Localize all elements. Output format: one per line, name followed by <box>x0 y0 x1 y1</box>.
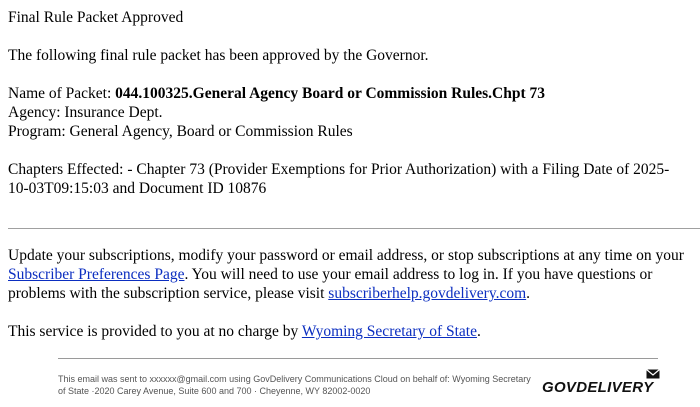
wyoming-sos-link[interactable]: Wyoming Secretary of State <box>301 323 477 340</box>
program-line: Program: General Agency, Board or Commission Rules <box>8 123 353 140</box>
service-text: This service is provided to you at no charge by <box>8 323 302 340</box>
footer-divider <box>58 358 658 359</box>
govdelivery-logo <box>542 368 662 400</box>
agency-line: Agency: Insurance Dept. <box>8 104 163 121</box>
email-body <box>8 8 700 198</box>
packet-label: Name of Packet: <box>8 85 116 102</box>
subscription-text-start: Update your subscriptions, modify your password or email address, or stop subscriptions at any time on your <box>8 247 684 264</box>
subscription-text-end: . <box>526 285 531 302</box>
chapters-line-1: Chapters Effected: - Chapter 73 (Provider Exemptions for Prior Authorization) with a Filing Date of 2025- <box>8 161 670 178</box>
chapters-line-2: 10-03T09:15:03 and Document ID 10876 <box>8 180 267 197</box>
subscription-text-rest <box>8 266 652 302</box>
intro-text: The following final rule packet has been approved by the Governor. <box>8 47 429 64</box>
envelope-icon <box>646 368 660 380</box>
service-paragraph <box>8 322 700 341</box>
packet-name: 044.100325.General Agency Board or Commission Rules.Chpt 73 <box>115 85 546 102</box>
footer-text: This email was sent to xxxxxx@gmail.com using GovDelivery Communications Cloud on behalf of: Wyoming Secretary of State ·2020 Carey Avenue, Suite 600 and 700 · Cheyenne, WY 82002-0020 <box>58 374 531 396</box>
subscription-paragraph <box>8 246 700 303</box>
section-divider <box>8 228 700 229</box>
packet-name-line <box>8 84 700 103</box>
service-text-end: . <box>476 323 481 340</box>
subscription-text-middle: . You will need to use your email address to log in. If you have questions or problems with the subscription service, please visit <box>8 266 653 302</box>
subscriber-preferences-link[interactable]: Subscriber Preferences Page <box>8 266 185 283</box>
govdelivery-logo-text: GOVDELIVERY <box>542 379 654 396</box>
email-title: Final Rule Packet Approved <box>8 9 184 26</box>
subscription-section <box>8 246 700 341</box>
subscriber-help-link[interactable]: subscriberhelp.govdelivery.com <box>328 285 527 302</box>
